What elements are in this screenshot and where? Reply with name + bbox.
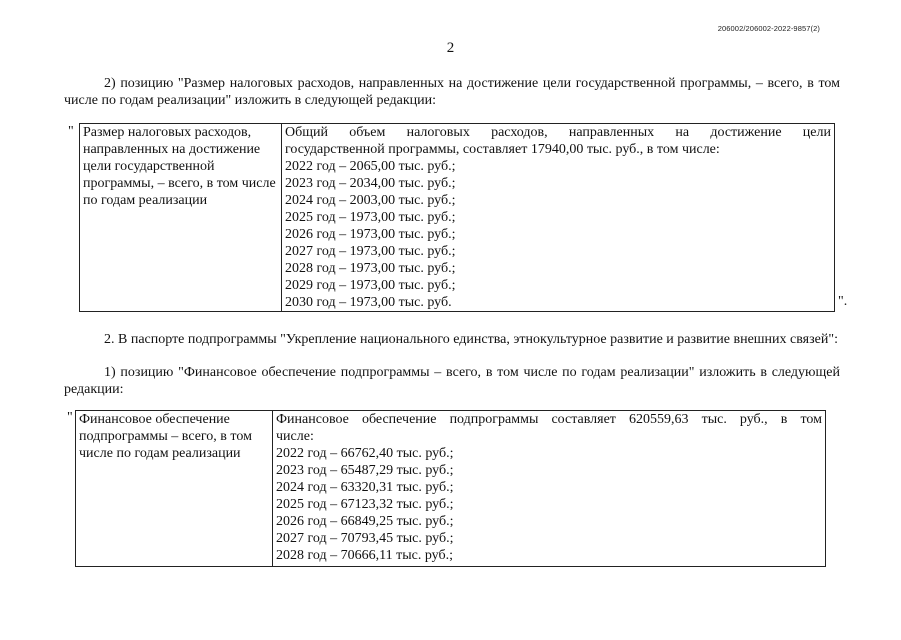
paragraph-financing <box>64 364 840 398</box>
close-quote: ". <box>838 294 848 309</box>
table1-year-item: 2025 год – 1973,00 тыс. руб.; <box>285 210 456 225</box>
table2-year-item: 2028 год – 70666,11 тыс. руб.; <box>276 548 453 563</box>
document-id: 206002/206002-2022-9857(2) <box>717 24 820 33</box>
table1-left-cell: Размер налоговых расходов, направленных на достижение цели государственной программы, – всего, в том числе по годам реализации <box>80 124 282 312</box>
table2-year-item: 2022 год – 66762,40 тыс. руб.; <box>276 446 454 461</box>
paragraph-text: 2) позицию "Размер налоговых расходов, направленных на достижение цели государственной программы, – всего, в том числе по годам реализации" изложить в следующей редакции: <box>64 76 840 108</box>
paragraph-text: 2. В паспорте подпрограммы "Укрепление национального единства, этнокультурное развитие и развитие внешних связей": <box>104 332 838 347</box>
paragraph-subprogram-passport <box>64 331 840 348</box>
table2-left-cell: Финансовое обеспечение подпрограммы – всего, в том числе по годам реализации <box>76 411 273 567</box>
table1-year-item: 2027 год – 1973,00 тыс. руб.; <box>285 244 456 259</box>
table-row <box>76 411 826 567</box>
page-number: 2 <box>446 40 455 56</box>
table1-right-cell <box>282 124 835 312</box>
tax-expenses-table <box>79 123 835 312</box>
table2-year-item: 2026 год – 66849,25 тыс. руб.; <box>276 514 454 529</box>
paragraph-tax-expenses <box>64 75 840 109</box>
table2-right-cell <box>273 411 826 567</box>
table2-year-item: 2023 год – 65487,29 тыс. руб.; <box>276 463 454 478</box>
table1-year-item: 2026 год – 1973,00 тыс. руб.; <box>285 227 456 242</box>
open-quote: " <box>68 124 74 139</box>
table1-intro-line1: Общий объем налоговых расходов, направленных на достижение цели <box>285 125 831 140</box>
table1-year-item: 2024 год – 2003,00 тыс. руб.; <box>285 193 456 208</box>
financing-table <box>75 410 826 567</box>
table1-year-item: 2023 год – 2034,00 тыс. руб.; <box>285 176 456 191</box>
table2-intro-line2: числе: <box>276 429 314 444</box>
table2-year-item: 2024 год – 63320,31 тыс. руб.; <box>276 480 454 495</box>
table1-year-item: 2030 год – 1973,00 тыс. руб. <box>285 295 452 310</box>
table-row <box>80 124 835 312</box>
table2-year-item: 2025 год – 67123,32 тыс. руб.; <box>276 497 454 512</box>
table1-year-item: 2029 год – 1973,00 тыс. руб.; <box>285 278 456 293</box>
open-quote: " <box>67 410 73 425</box>
table2-intro-line1: Финансовое обеспечение подпрограммы составляет 620559,63 тыс. руб., в том <box>276 412 822 427</box>
table1-year-item: 2028 год – 1973,00 тыс. руб.; <box>285 261 456 276</box>
table1-year-item: 2022 год – 2065,00 тыс. руб.; <box>285 159 456 174</box>
paragraph-text: 1) позицию "Финансовое обеспечение подпрограммы – всего, в том числе по годам реализации" изложить в следующей редакции: <box>64 365 840 397</box>
table2-year-item: 2027 год – 70793,45 тыс. руб.; <box>276 531 454 546</box>
table1-intro-line2: государственной программы, составляет 17940,00 тыс. руб., в том числе: <box>285 142 720 157</box>
